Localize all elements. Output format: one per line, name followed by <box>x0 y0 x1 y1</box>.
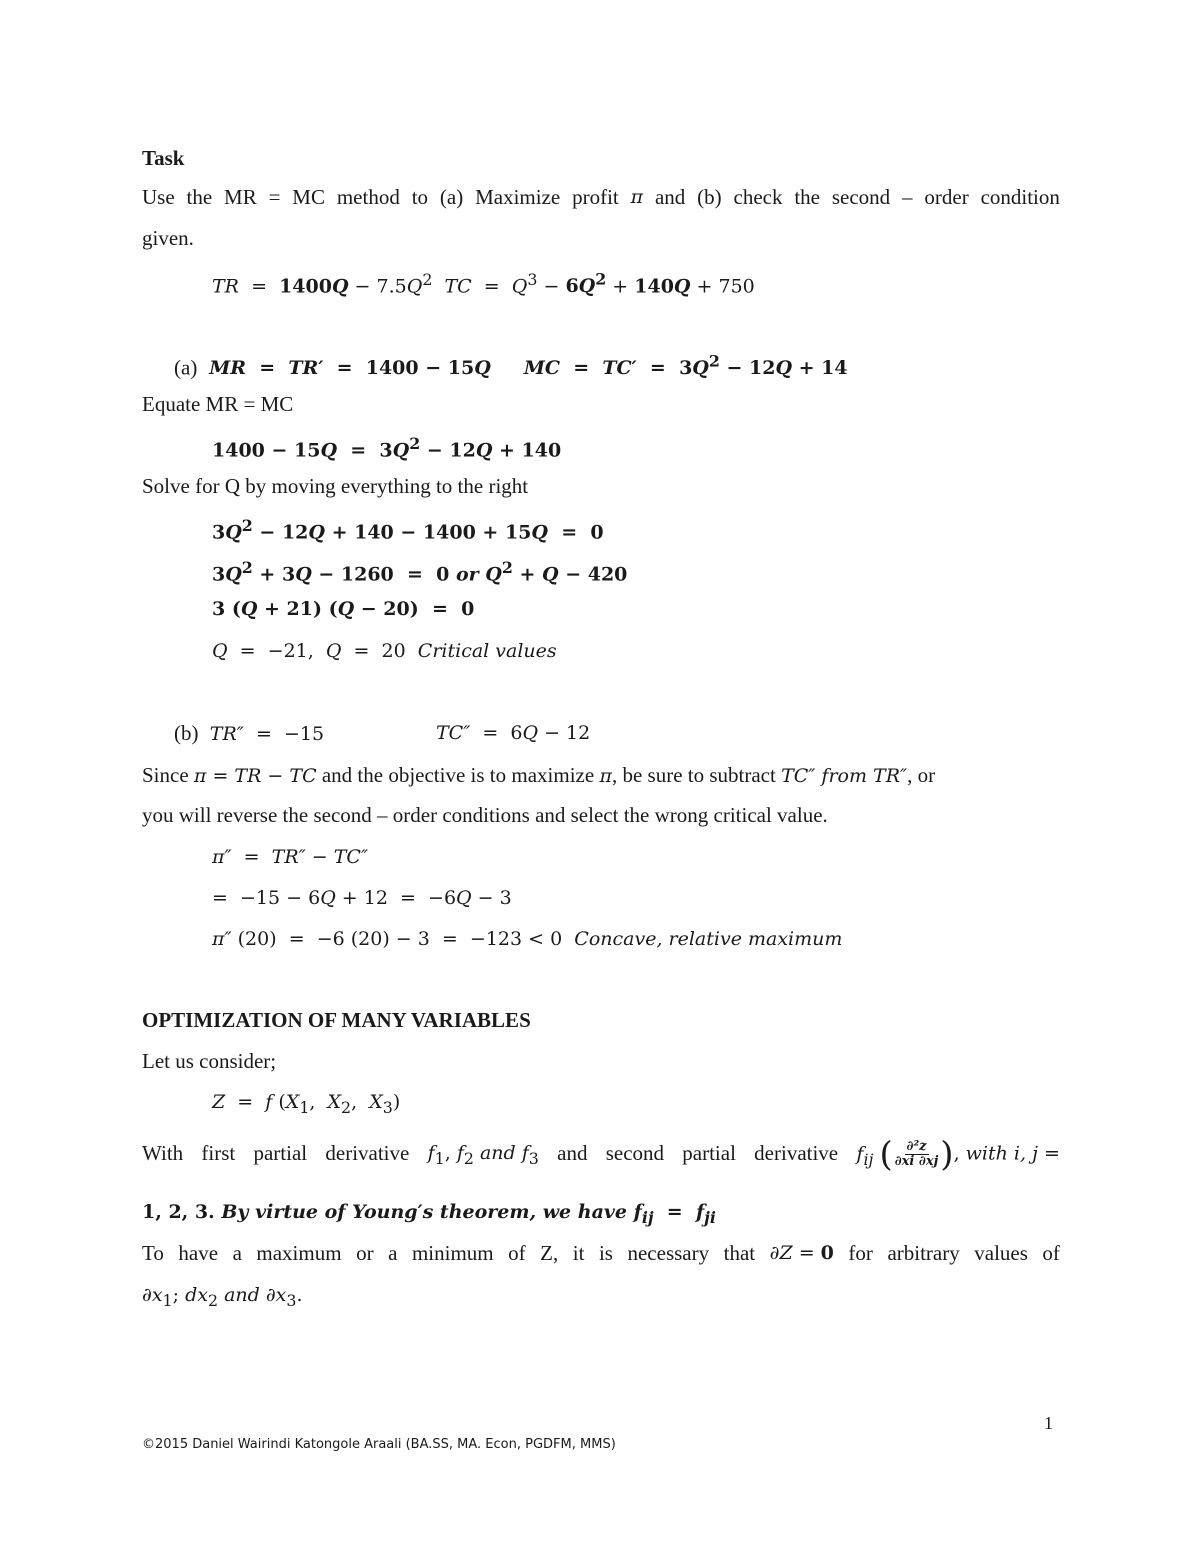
equation-pi-1: π″ = TR″ − TC″ <box>212 846 369 868</box>
necessary-line-2: $\partial x_1$; $dx_2$ and $\partial x_3$. <box>142 1284 303 1310</box>
equation-pi-2: = −15 − 6Q + 12 = −6Q − 3 <box>212 887 512 909</box>
section-heading: OPTIMIZATION OF MANY VARIABLES <box>142 1008 531 1032</box>
equation-step-3: 3 (Q + 21) (Q − 20) = 0 <box>212 598 475 620</box>
equation-equate: $1400 - 15Q = 3Q^2 - 12Q + 140$ <box>212 434 562 462</box>
equation-step-1: $3Q^2 - 12Q + 140 - 1400 + 15Q = 0$ <box>212 516 604 544</box>
intro-line-1: Use the MR = MC method to (a) Maximize profit π and (b) check the second – order condition <box>142 185 1060 209</box>
equation-tr-tc: TR = $1400Q - 7.5Q^2$ TC = $Q^3 - 6Q^2 + 140Q + 750$ <box>212 270 755 298</box>
necessary-line-1: To have a maximum or a minimum of Z, it is necessary that ∂Z = 0 for arbitrary values of <box>142 1241 1060 1265</box>
equation-pi-3: π″ (20) = −6 (20) − 3 = −123 < 0 Concave, relative maximum <box>212 928 843 950</box>
equation-critical-values: Q = −21, Q = 20 Critical values <box>212 640 557 662</box>
task-heading: Task <box>142 146 185 170</box>
since-line-2: you will reverse the second – order conditions and select the wrong critical value. <box>142 803 828 827</box>
since-line-1: Since π = TR − TC and the objective is to maximize π, be sure to subtract TC″ from TR″, or <box>142 763 936 787</box>
footer-copyright: ©2015 Daniel Wairindi Katongole Araali (BA.SS, MA. Econ, PGDFM, MMS) <box>142 1437 616 1452</box>
part-b-line: (b) TR″ = −15 <box>174 721 325 745</box>
equation-step-2: $3Q^2 + 3Q - 1260 = 0$ or $Q^2 + Q - 420$ <box>212 558 628 586</box>
partial-line-1: With first partial derivative $f_1$, $f_2$ and $f_3$ and second partial derivative $f_{ij}$ ( $\frac{\text{∂²z}}{\partial xi \partial xj}$ ), with i, j = <box>142 1134 1060 1175</box>
intro-line-2: given. <box>142 226 194 250</box>
consider-text: Let us consider; <box>142 1049 277 1073</box>
part-b-label: (b) <box>174 721 199 745</box>
part-a-line: (a) MR = TR′ = 1400 − 15Q MC = $TC' = 3Q^2 - 12Q + 14$ <box>174 352 848 380</box>
equation-tc-second-derivative: TC″ = 6Q − 12 <box>436 722 591 744</box>
partial-line-2: 1, 2, 3. By virtue of Young′s theorem, we have $f_{ij} = f_{ji}$ <box>142 1201 716 1227</box>
solve-text: Solve for Q by moving everything to the right <box>142 474 529 498</box>
part-a-label: (a) <box>174 355 198 380</box>
equation-z: Z = f ($X_1$, $X_2$, $X_3$) <box>212 1091 401 1117</box>
equate-text: Equate MR = MC <box>142 392 294 416</box>
page-number: 1 <box>1044 1413 1053 1433</box>
